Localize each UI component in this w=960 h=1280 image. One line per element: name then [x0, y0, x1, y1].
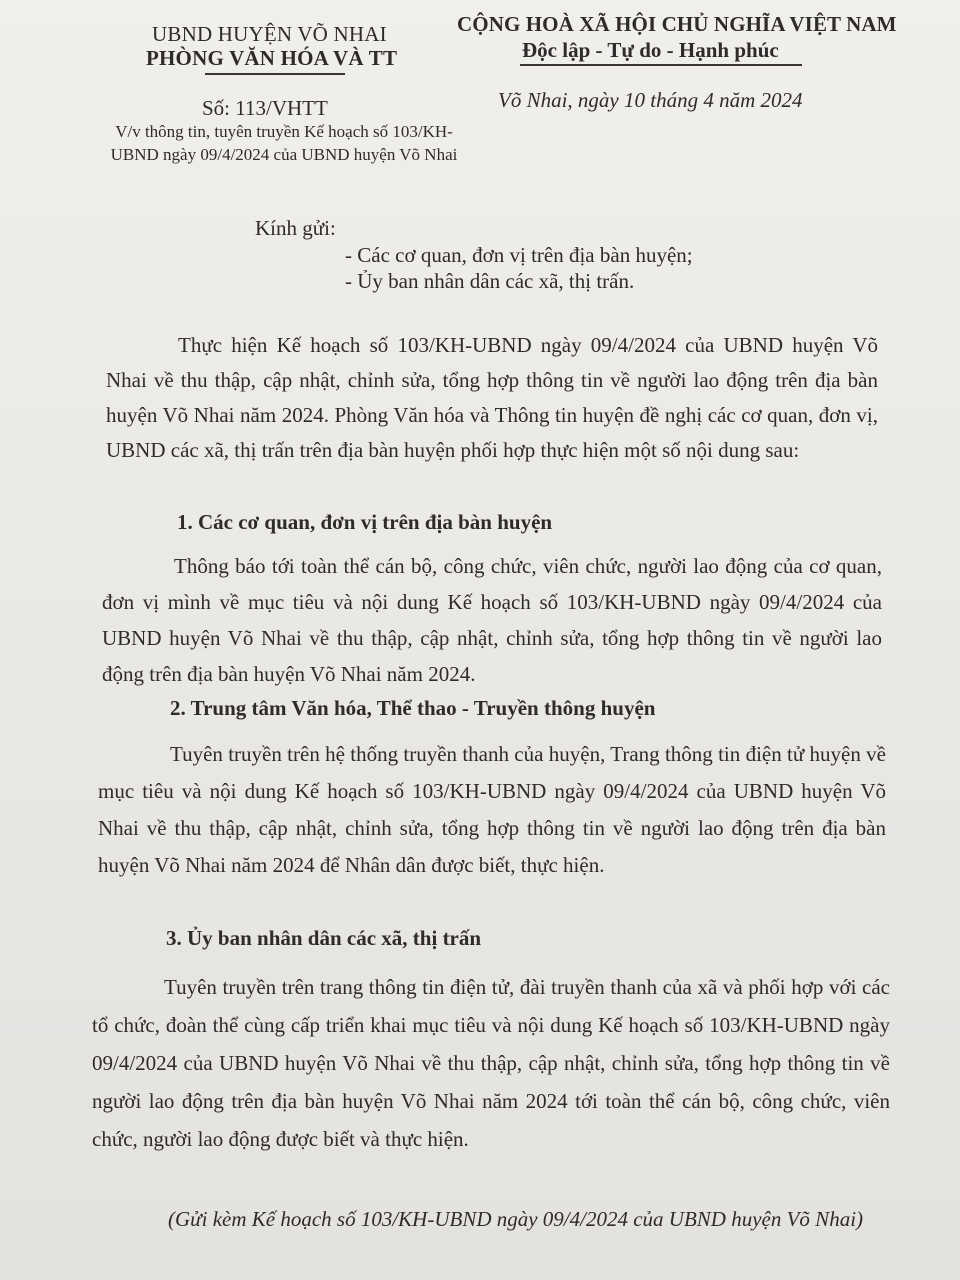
section-text: Tuyên truyền trên trang thông tin điện tử, đài truyền thanh của xã và phối hợp với các tổ chức, đoàn thể cùng cấp triển khai mục tiêu và nội dung Kế hoạch số 103/KH-UBND ngày 09/4/2024 của UBND huyện Võ Nhai về thu thập, cập nhật, chỉnh sửa, tổng hợp thông tin về người lao động trên địa bàn huyện Võ Nhai năm 2024 tới toàn thể cán bộ, công chức, viên chức, người lao động được biết và thực hiện.: [92, 975, 890, 1151]
section-text: Thông báo tới toàn thể cán bộ, công chức, viên chức, người lao động của cơ quan, đơn vị mình về mục tiêu và nội dung Kế hoạch số 103/KH-UBND ngày 09/4/2024 của UBND huyện Võ Nhai về thu thập, cập nhật, chỉnh sửa, tổng hợp thông tin về người lao động trên địa bàn huyện Võ Nhai năm 2024.: [102, 554, 882, 686]
motto-underline: [520, 64, 802, 66]
attachment-note: (Gửi kèm Kế hoạch số 103/KH-UBND ngày 09/4/2024 của UBND huyện Võ Nhai): [168, 1207, 864, 1231]
document-subject: V/v thông tin, tuyên truyền Kế hoạch số 103/KH-UBND ngày 09/4/2024 của UBND huyện Võ Nhai: [110, 122, 458, 164]
recipient-item: - Ủy ban nhân dân các xã, thị trấn.: [345, 269, 635, 293]
national-motto: Độc lập - Tự do - Hạnh phúc: [522, 38, 779, 62]
recipients-label: Kính gửi:: [255, 216, 336, 240]
place-and-date: Võ Nhai, ngày 10 tháng 4 năm 2024: [498, 88, 803, 112]
national-title: CỘNG HOÀ XÃ HỘI CHỦ NGHĨA VIỆT NAM: [457, 12, 897, 36]
section-heading: 3. Ủy ban nhân dân các xã, thị trấn: [166, 926, 482, 950]
issuing-authority: UBND HUYỆN VÕ NHAI: [152, 22, 387, 46]
department-underline: [205, 73, 345, 75]
issuing-department: PHÒNG VĂN HÓA VÀ TT: [146, 46, 398, 70]
section-text: Tuyên truyền trên hệ thống truyền thanh của huyện, Trang thông tin điện tử huyện về mục tiêu và nội dung Kế hoạch số 103/KH-UBND ngày 09/4/2024 của UBND huyện Võ Nhai về thu thập, cập nhật, chỉnh sửa, tổng hợp thông tin về người lao động trên địa bàn huyện Võ Nhai năm 2024 để Nhân dân được biết, thực hiện.: [98, 742, 886, 877]
intro-paragraph: Thực hiện Kế hoạch số 103/KH-UBND ngày 09/4/2024 của UBND huyện Võ Nhai về thu thập, cập nhật, chỉnh sửa, tổng hợp thông tin về người lao động trên địa bàn huyện Võ Nhai năm 2024. Phòng Văn hóa và Thông tin huyện đề nghị các cơ quan, đơn vị, UBND các xã, thị trấn trên địa bàn huyện phối hợp thực hiện một số nội dung sau:: [106, 333, 878, 462]
section-heading: 2. Trung tâm Văn hóa, Thể thao - Truyền thông huyện: [170, 696, 656, 720]
recipient-item: - Các cơ quan, đơn vị trên địa bàn huyện;: [345, 243, 693, 267]
section-heading: 1. Các cơ quan, đơn vị trên địa bàn huyện: [177, 510, 553, 534]
document-number: Số: 113/VHTT: [202, 96, 328, 120]
